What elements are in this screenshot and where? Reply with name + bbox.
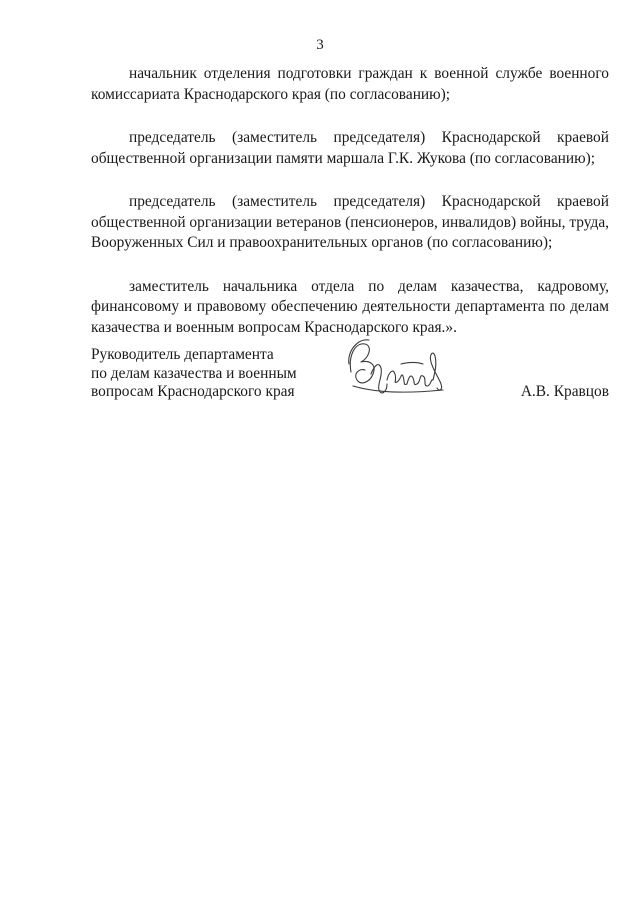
list-item: заместитель начальника отдела по делам казачества, кадровому, финансовому и правовому обеспечению деятельности департамента по делам казачества и военным вопросам Краснодарского края.». [91,277,609,336]
document-body [91,64,609,361]
signatory-title-line: вопросам Краснодарского края [91,383,295,400]
signatory-title [91,346,341,402]
handwritten-signature [343,334,463,404]
list-item: начальник отделения подготовки граждан к военной службе военного комиссариата Краснодарского края (по согласованию); [91,65,609,103]
list-item: председатель (заместитель председателя) Краснодарской краевой общественной организации ветеранов (пенсионеров, инвалидов) войны, труда, Вооруженных Сил и правоохранительных органов (по согласованию); [91,193,609,251]
page-number: 3 [316,37,324,53]
list-item: председатель (заместитель председателя) Краснодарской краевой общественной организации памяти маршала Г.К. Жукова (по согласованию); [91,129,609,167]
signature-block [91,346,609,416]
signatory-title-line: по делам казачества и военным [91,364,297,382]
signatory-name: А.В. Кравцов [520,383,609,400]
signatory-title-line: Руководитель департамента [91,346,274,363]
